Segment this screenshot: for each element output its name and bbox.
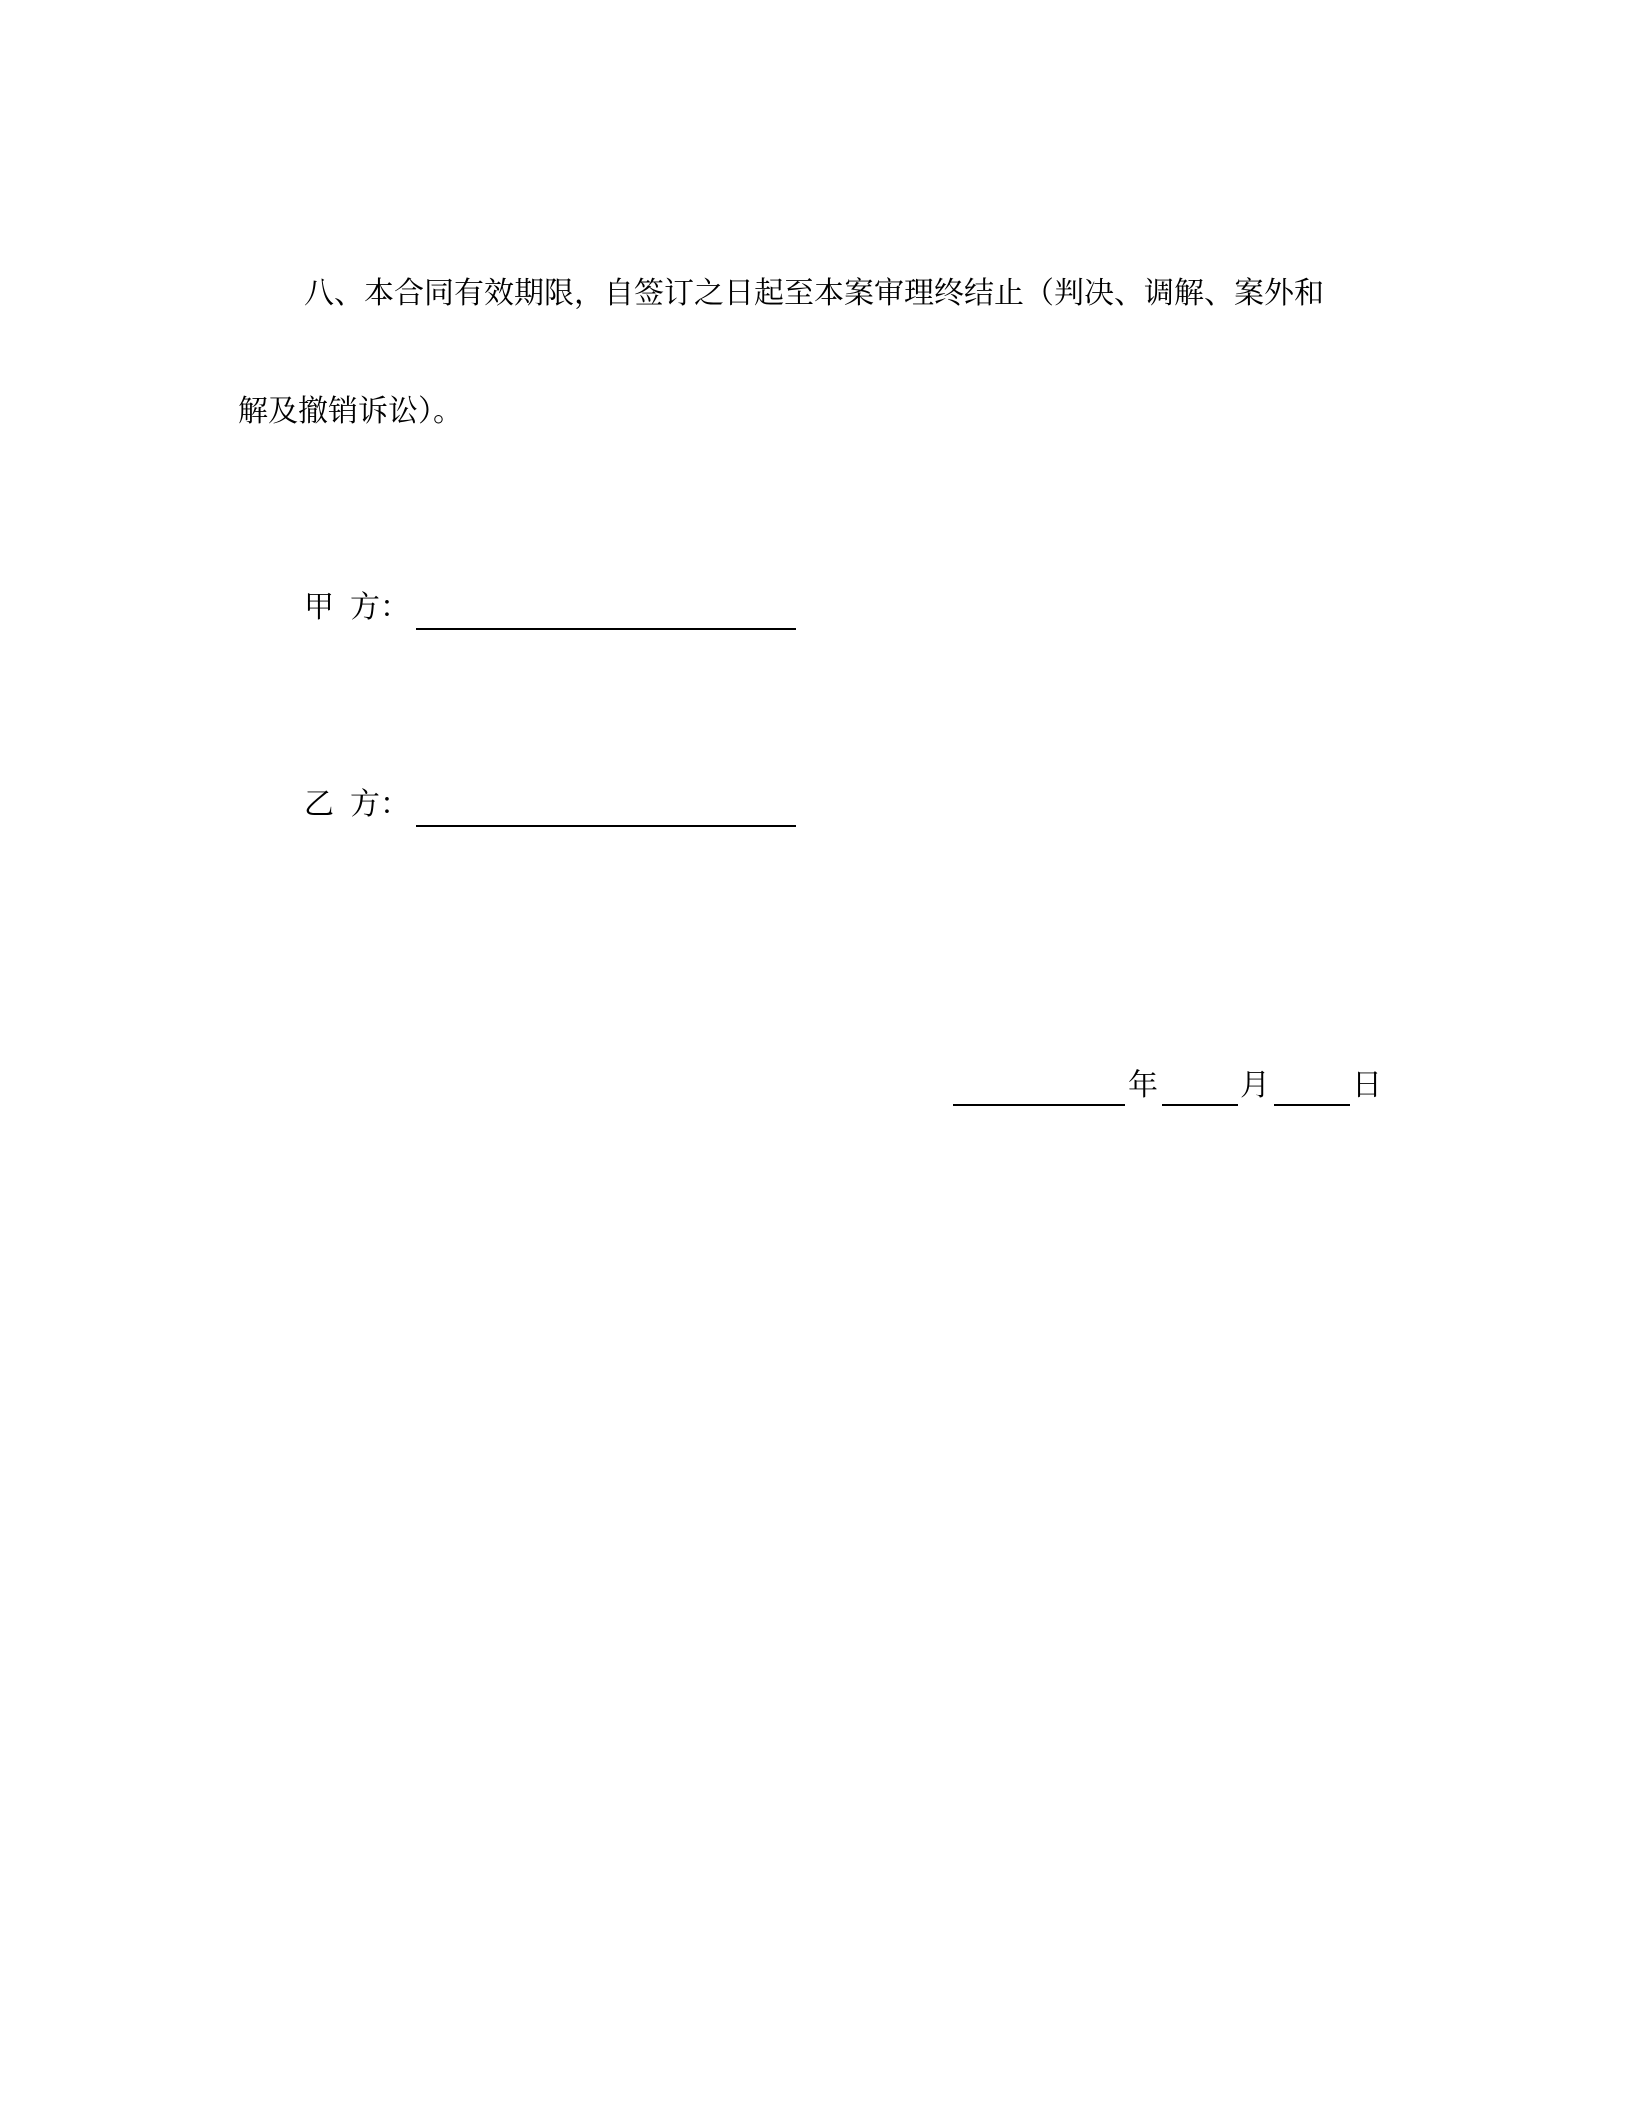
month-blank[interactable] — [1162, 1104, 1238, 1106]
clause-eight-line-1: 八、本合同有效期限，自签订之日起至本案审理终结止（判决、调解、案外和 — [304, 276, 1324, 311]
year-label: 年 — [1128, 1068, 1158, 1103]
party-b-signature-line[interactable] — [416, 825, 796, 827]
clause-eight-line-2: 解及撤销诉讼）。 — [238, 394, 463, 429]
month-label: 月 — [1240, 1068, 1270, 1103]
day-blank[interactable] — [1274, 1104, 1350, 1106]
year-blank[interactable] — [953, 1104, 1125, 1106]
signing-date-row — [0, 1068, 1632, 1108]
party-b-label — [304, 787, 410, 823]
party-a-label-char: 甲 — [304, 590, 334, 625]
day-label: 日 — [1352, 1068, 1382, 1103]
party-a-signature-line[interactable] — [416, 628, 796, 630]
party-a-label — [304, 590, 410, 626]
party-a-signature-row — [304, 590, 410, 630]
party-a-label-suffix: 方： — [350, 590, 410, 625]
party-b-label-char: 乙 — [304, 787, 334, 822]
party-b-label-suffix: 方： — [350, 787, 410, 822]
party-b-signature-row — [304, 787, 410, 827]
